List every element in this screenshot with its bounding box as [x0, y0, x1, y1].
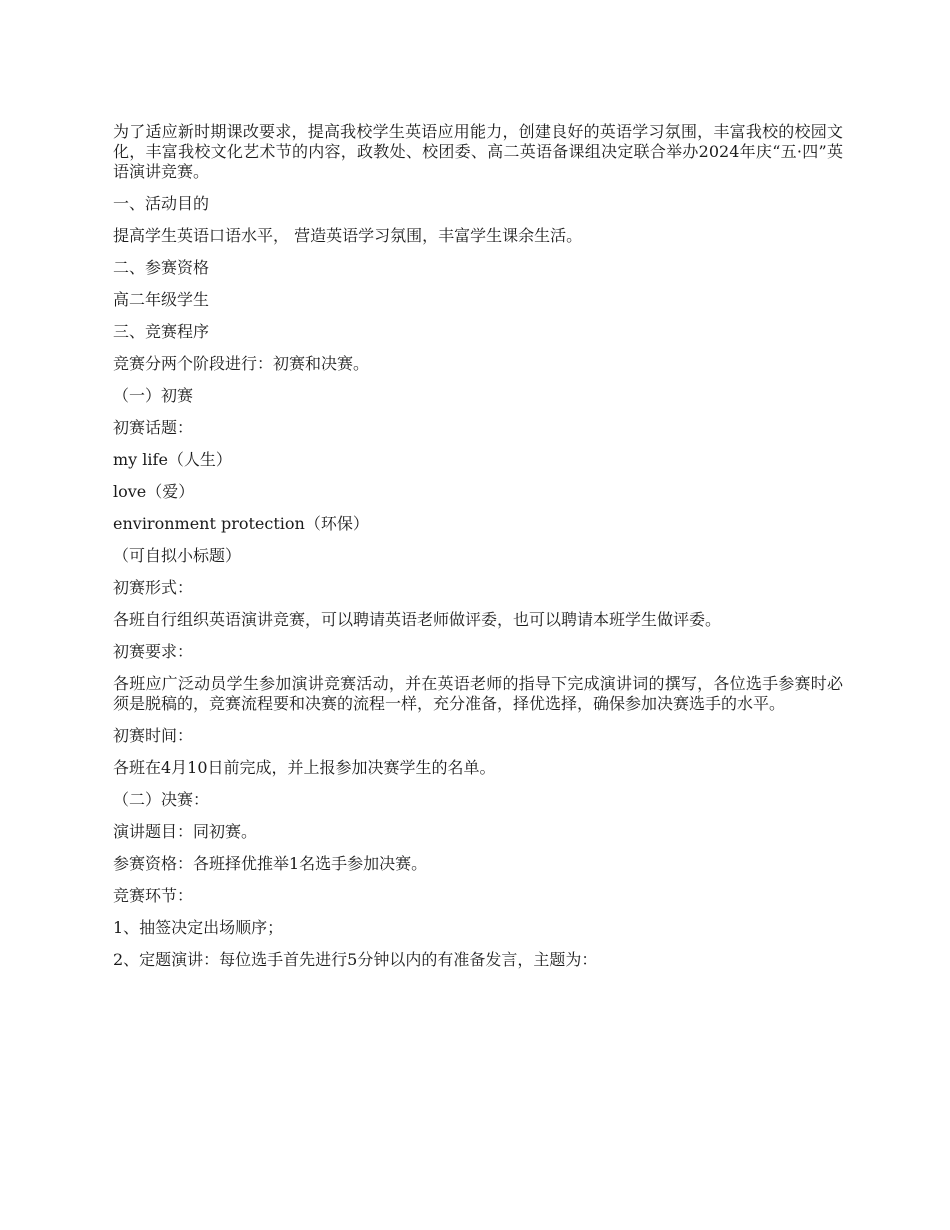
- section-heading-eligibility: 二、参赛资格: [113, 258, 210, 277]
- topic-item: environment protection（环保）: [113, 514, 369, 533]
- topic-note: （可自拟小标题）: [113, 546, 242, 565]
- section-heading-purpose: 一、活动目的: [113, 194, 210, 213]
- topic-item: my life（人生）: [113, 450, 232, 469]
- stage-item: 1、抽签决定出场顺序；: [113, 918, 284, 937]
- section-heading-procedure: 三、竞赛程序: [113, 322, 210, 341]
- preliminary-time-text: 各班在4月10日前完成，并上报参加决赛学生的名单。: [113, 758, 496, 777]
- preliminary-time-label: 初赛时间：: [113, 726, 194, 745]
- preliminary-requirements-text: 各班应广泛动员学生参加演讲竞赛活动，并在英语老师的指导下完成演讲词的撰写，各位选手参赛时必须是脱稿的，竞赛流程要和决赛的流程一样，充分准备，择优选择，确保参加决赛选手的水平。: [113, 674, 843, 713]
- subheading-final: （二）决赛：: [113, 790, 210, 809]
- final-stages-label: 竞赛环节：: [113, 886, 194, 905]
- preliminary-format-label: 初赛形式：: [113, 578, 194, 597]
- stage-item: 2、定题演讲：每位选手首先进行5分钟以内的有准备发言，主题为：: [113, 950, 598, 969]
- document-body: [113, 122, 843, 982]
- topic-item: love（爱）: [113, 482, 195, 501]
- preliminary-format-text: 各班自行组织英语演讲竞赛，可以聘请英语老师做评委，也可以聘请本班学生做评委。: [113, 610, 722, 629]
- preliminary-requirements-label: 初赛要求：: [113, 642, 194, 661]
- procedure-text: 竞赛分两个阶段进行：初赛和决赛。: [113, 354, 370, 373]
- intro-paragraph: 为了适应新时期课改要求，提高我校学生英语应用能力，创建良好的英语学习氛围，丰富我校的校园文化，丰富我校文化艺术节的内容，政教处、校团委、高二英语备课组决定联合举办2024年庆“五·四”英语演讲竞赛。: [113, 122, 843, 181]
- final-eligibility-text: 参赛资格：各班择优推举1名选手参加决赛。: [113, 854, 428, 873]
- subheading-preliminary: （一）初赛: [113, 386, 194, 405]
- eligibility-text: 高二年级学生: [113, 290, 210, 309]
- final-topic-text: 演讲题目：同初赛。: [113, 822, 258, 841]
- preliminary-topics-label: 初赛话题：: [113, 418, 194, 437]
- purpose-text: 提高学生英语口语水平， 营造英语学习氛围，丰富学生课余生活。: [113, 226, 583, 245]
